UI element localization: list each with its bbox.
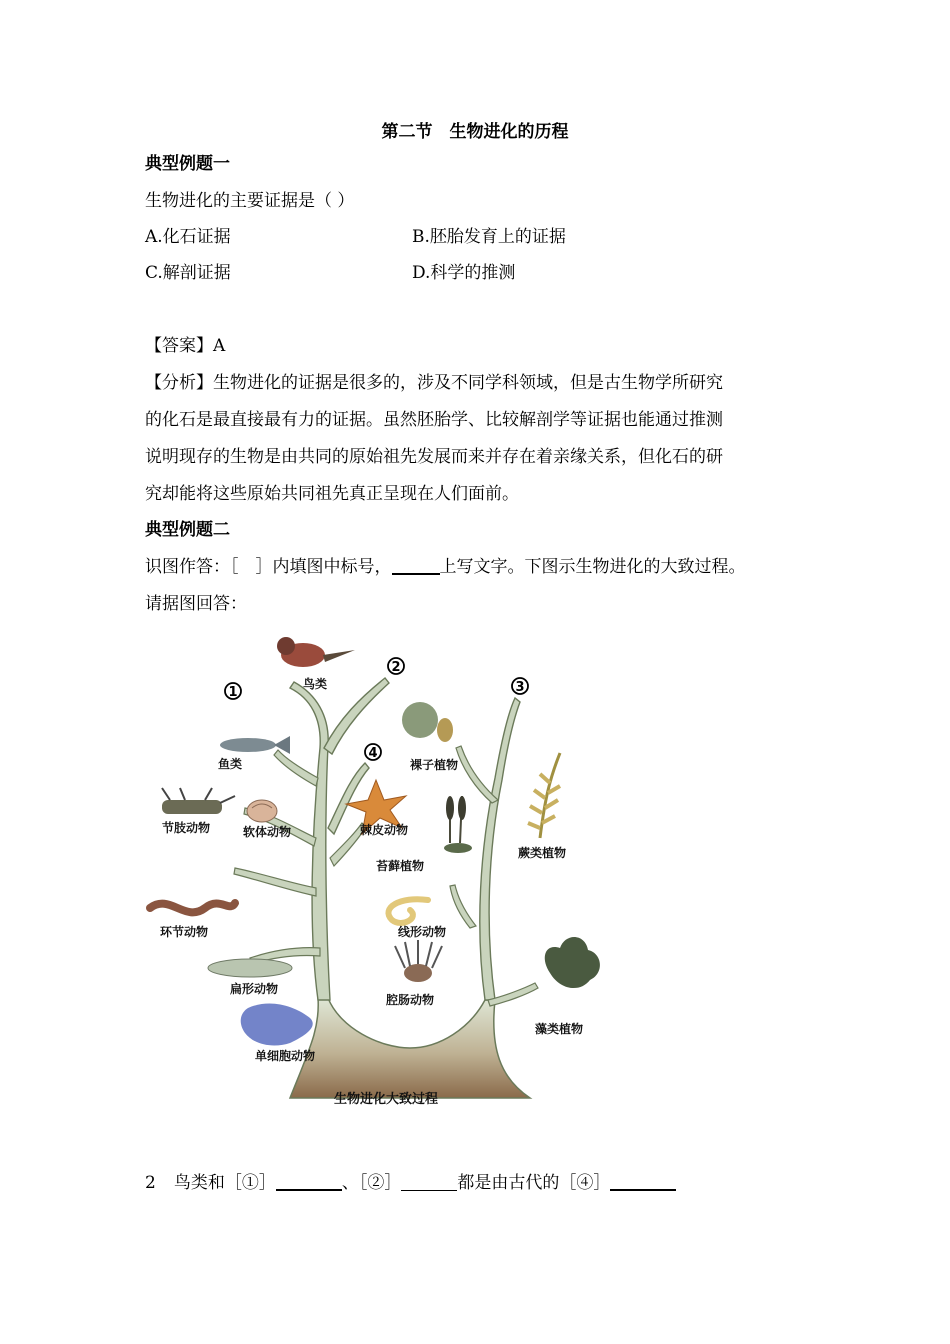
option-a: A.化石证据 — [145, 227, 231, 247]
analysis-line-4: 究却能将这些原始共同祖先真正呈现在人们面前。 — [145, 484, 519, 504]
flatworm-illustration — [208, 959, 292, 977]
example1-question: 生物进化的主要证据是（ ） — [145, 191, 355, 211]
algae-illustration — [545, 937, 600, 988]
evolution-tree-diagram — [140, 628, 620, 1118]
q2-number: 2 — [145, 1173, 156, 1193]
svg-text:3: 3 — [515, 680, 525, 695]
label-coelenterates: 腔肠动物 — [386, 993, 435, 1007]
q2-part3: 都是由古代的［④］ — [457, 1173, 611, 1193]
q2-blank-2 — [401, 1172, 457, 1191]
analysis-label: 【分析】 — [145, 373, 213, 393]
label-nematodes: 线形动物 — [398, 925, 447, 939]
marker-1 — [225, 683, 241, 700]
marker-4 — [365, 744, 381, 761]
q2-part1: 鸟类和［①］ — [173, 1173, 276, 1193]
label-echinoderms: 棘皮动物 — [360, 823, 409, 837]
marker-2 — [388, 658, 404, 675]
fern-illustration — [528, 753, 560, 838]
option-d: D.科学的推测 — [412, 263, 516, 283]
label-gymnosperms: 裸子植物 — [410, 758, 459, 772]
analysis-text-1: 生物进化的证据是很多的，涉及不同学科领域，但是古生物学所研究 — [213, 373, 723, 393]
label-ferns: 蕨类植物 — [518, 846, 567, 860]
label-bryophytes: 苔藓植物 — [376, 859, 425, 873]
label-annelids: 环节动物 — [160, 925, 209, 939]
protozoa-illustration — [241, 1003, 313, 1045]
q2-part2: 、［②］ — [341, 1173, 402, 1193]
mollusk-illustration — [247, 800, 277, 822]
label-mollusks: 软体动物 — [243, 825, 292, 839]
label-algae: 藻类植物 — [535, 1022, 584, 1036]
label-arthropods: 节肢动物 — [162, 821, 211, 835]
example2-instruction-line2: 请据图回答： — [145, 594, 247, 614]
example1-heading: 典型例题一 — [145, 154, 230, 174]
gymnosperm-illustration — [402, 702, 453, 742]
question-2 — [145, 1171, 676, 1195]
answer: 【答案】A — [145, 336, 226, 356]
svg-text:4: 4 — [368, 746, 378, 761]
label-fish: 鱼类 — [218, 757, 243, 771]
analysis-line-2: 的化石是最直接最有力的证据。虽然胚胎学、比较解剖学等证据也能通过推测 — [145, 410, 723, 430]
instruction-part2: 上写文字。下图示生物进化的大致过程。 — [439, 557, 746, 577]
marker-3 — [512, 678, 528, 695]
option-b: B.胚胎发育上的证据 — [412, 227, 566, 247]
svg-text:1: 1 — [228, 685, 238, 700]
nematode-illustration — [388, 899, 428, 923]
annelid-illustration — [150, 903, 235, 912]
coelenterate-illustration — [395, 940, 442, 982]
q2-blank-3 — [610, 1171, 676, 1191]
diagram-caption: 生物进化大致过程 — [334, 1092, 439, 1107]
arthropod-illustration — [162, 788, 235, 814]
option-c: C.解剖证据 — [145, 263, 231, 283]
instruction-blank — [392, 555, 440, 575]
example2-heading: 典型例题二 — [145, 520, 230, 540]
label-flatworms: 扁形动物 — [230, 982, 279, 996]
q2-blank-1 — [276, 1171, 342, 1191]
svg-text:2: 2 — [391, 660, 401, 675]
analysis-line-1 — [145, 371, 723, 395]
example2-instruction — [145, 555, 746, 579]
bird-illustration — [277, 637, 355, 667]
label-protozoa: 单细胞动物 — [255, 1049, 316, 1063]
bryophyte-illustration — [444, 796, 472, 853]
page-title: 第二节 生物进化的历程 — [381, 122, 569, 142]
label-birds: 鸟类 — [303, 677, 328, 691]
instruction-part1: 识图作答：［ ］内填图中标号， — [145, 557, 392, 577]
analysis-line-3: 说明现存的生物是由共同的原始祖先发展而来并存在着亲缘关系，但化石的研 — [145, 447, 723, 467]
